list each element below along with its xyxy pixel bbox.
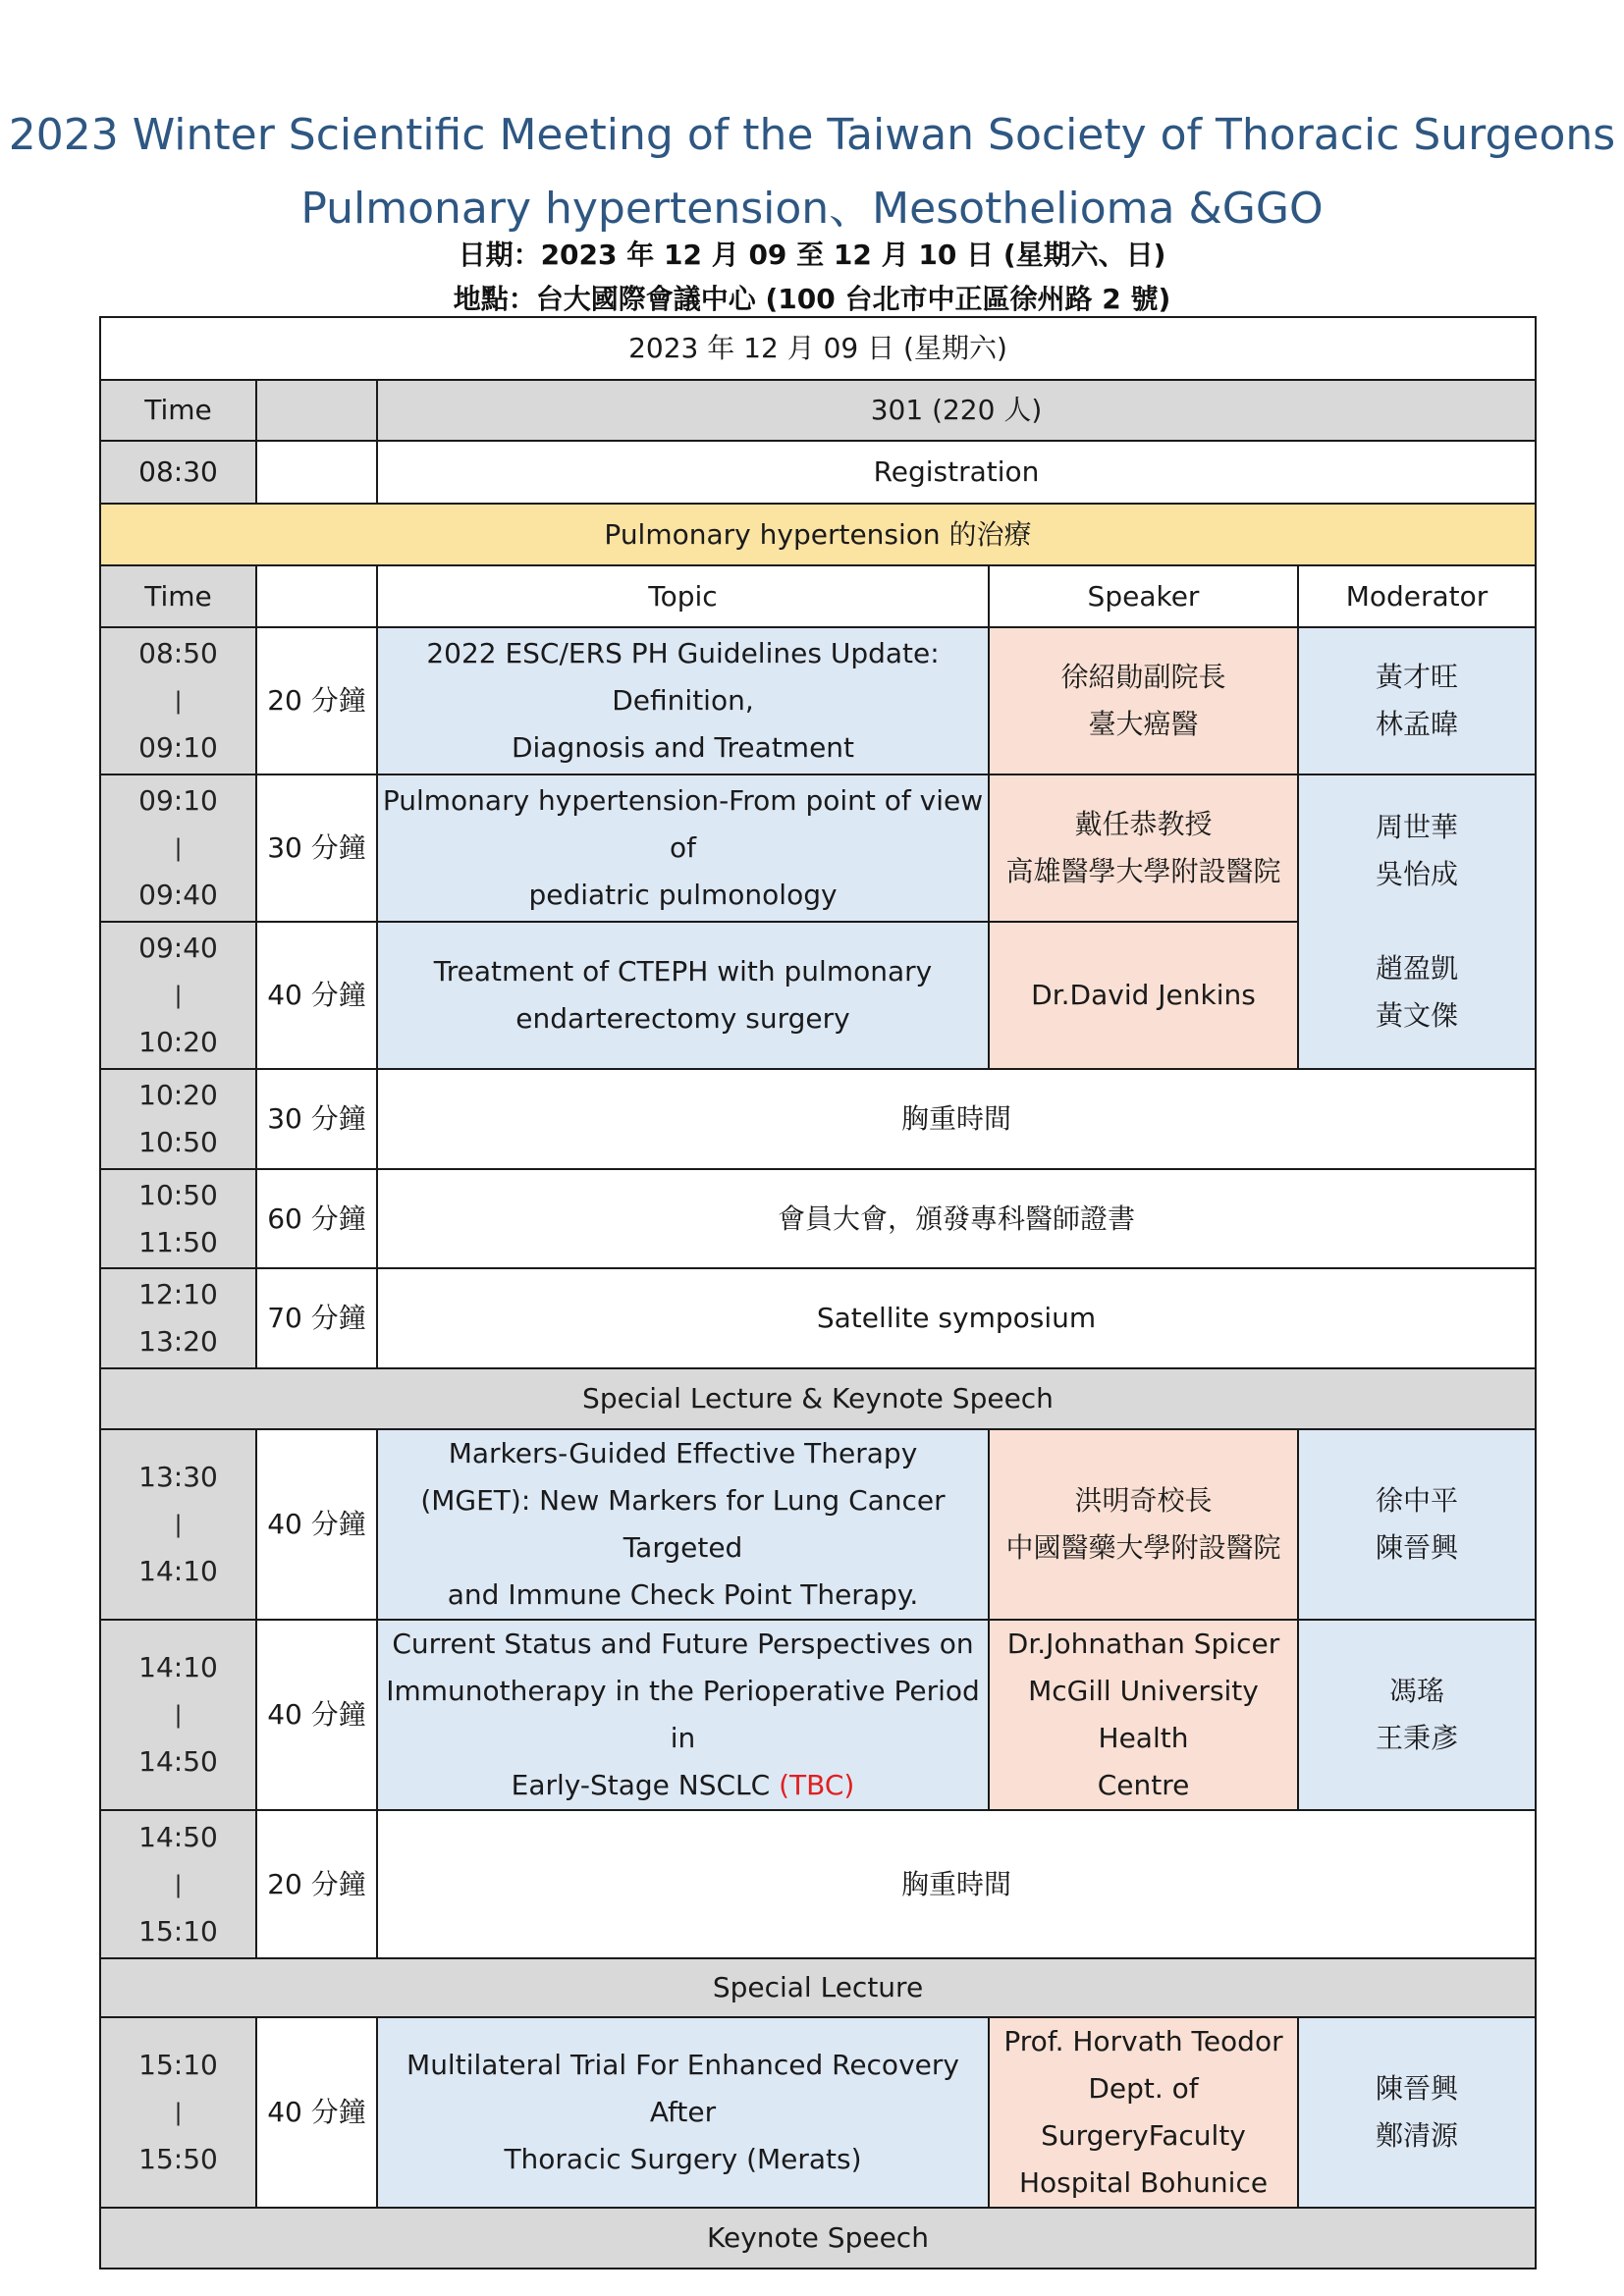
duration: 20 分鐘 [256, 627, 377, 774]
time-header: Time [100, 380, 256, 441]
duration: 60 分鐘 [256, 1169, 377, 1268]
moderator: 馮瑤 王秉彥 [1298, 1620, 1536, 1810]
registration-time: 08:30 [100, 441, 256, 504]
time-range: 14:50 | 15:10 [100, 1810, 256, 1958]
time-range: 08:50 | 09:10 [100, 627, 256, 774]
time-range: 09:10 | 09:40 [100, 774, 256, 922]
speaker: Dr.Johnathan Spicer McGill University Health Centre [989, 1620, 1298, 1810]
topic: Treatment of CTEPH with pulmonary endarterectomy surgery [377, 922, 989, 1069]
topic: 2022 ESC/ERS PH Guidelines Update: Definition, Diagnosis and Treatment [377, 627, 989, 774]
duration: 20 分鐘 [256, 1810, 377, 1958]
topic: Markers-Guided Effective Therapy (MGET): New Markers for Lung Cancer Targeted and Immune Check Point Therapy. [377, 1429, 989, 1620]
speaker: 洪明奇校長 中國醫藥大學附設醫院 [989, 1429, 1298, 1620]
time-range: 12:10 13:20 [100, 1268, 256, 1368]
col-time-header: Time [100, 565, 256, 627]
date-header: 2023 年 12 月 09 日 (星期六) [100, 317, 1536, 380]
table-row [100, 2017, 1536, 2208]
session-title-keynote-speech: Keynote Speech [100, 2208, 1536, 2269]
col-moderator-header: Moderator [1298, 565, 1536, 627]
speaker: Prof. Horvath Teodor Dept. of SurgeryFaculty Hospital Bohunice [989, 2017, 1298, 2208]
blank-header [256, 380, 377, 441]
break-label: 胸重時間 [377, 1810, 1536, 1958]
table-row [100, 1169, 1536, 1268]
table-row [100, 627, 1536, 774]
col-blank-header [256, 565, 377, 627]
break-label: 胸重時間 [377, 1069, 1536, 1169]
duration: 40 分鐘 [256, 2017, 377, 2208]
duration: 70 分鐘 [256, 1268, 377, 1368]
registration-label: Registration [377, 441, 1536, 504]
col-topic-header: Topic [377, 565, 989, 627]
tbc-note: (TBC) [779, 1769, 855, 1801]
satellite-label: Satellite symposium [377, 1268, 1536, 1368]
duration: 30 分鐘 [256, 1069, 377, 1169]
duration: 40 分鐘 [256, 922, 377, 1069]
moderator: 周世華 吳怡成 趙盈凱 黃文傑 [1298, 774, 1536, 1069]
table-row [100, 774, 1536, 922]
moderator: 陳晉興 鄭清源 [1298, 2017, 1536, 2208]
speaker: 戴任恭教授 高雄醫學大學附設醫院 [989, 774, 1298, 922]
meeting-label: 會員大會，頒發專科醫師證書 [377, 1169, 1536, 1268]
speaker: Dr.David Jenkins [989, 922, 1298, 1069]
col-speaker-header: Speaker [989, 565, 1298, 627]
table-row [100, 1429, 1536, 1620]
date-line: 日期：2023 年 12 月 09 至 12 月 10 日 (星期六、日) [458, 239, 1166, 271]
time-range: 13:30 | 14:10 [100, 1429, 256, 1620]
schedule-table [99, 316, 1537, 2269]
session-title-ph: Pulmonary hypertension 的治療 [100, 504, 1536, 565]
table-row [100, 1069, 1536, 1169]
registration-blank [256, 441, 377, 504]
table-row [100, 1620, 1536, 1810]
topic: Multilateral Trial For Enhanced Recovery After Thoracic Surgery (Merats) [377, 2017, 989, 2208]
duration: 40 分鐘 [256, 1429, 377, 1620]
session-title-keynote: Special Lecture & Keynote Speech [100, 1368, 1536, 1429]
table-row [100, 1268, 1536, 1368]
room-header: 301 (220 人) [377, 380, 1536, 441]
speaker: 徐紹勛副院長 臺大癌醫 [989, 627, 1298, 774]
moderator: 徐中平 陳晉興 [1298, 1429, 1536, 1620]
time-range: 15:10 | 15:50 [100, 2017, 256, 2208]
title-line-2: Pulmonary hypertension、Mesothelioma &GGO [300, 184, 1324, 234]
topic: Pulmonary hypertension-From point of view of pediatric pulmonology [377, 774, 989, 922]
time-range: 09:40 | 10:20 [100, 922, 256, 1069]
venue-line: 地點：台大國際會議中心 (100 台北市中正區徐州路 2 號) [453, 283, 1171, 315]
table-row [100, 1810, 1536, 1958]
moderator: 黃才旺 林孟暐 [1298, 627, 1536, 774]
time-range: 14:10 | 14:50 [100, 1620, 256, 1810]
duration: 40 分鐘 [256, 1620, 377, 1810]
title-line-1: 2023 Winter Scientific Meeting of the Taiwan Society of Thoracic Surgeons [8, 110, 1616, 160]
time-range: 10:50 11:50 [100, 1169, 256, 1268]
time-range: 10:20 10:50 [100, 1069, 256, 1169]
session-title-special: Special Lecture [100, 1958, 1536, 2017]
duration: 30 分鐘 [256, 774, 377, 922]
topic: Current Status and Future Perspectives on Immunotherapy in the Perioperative Period in Early-Stage NSCLC (TBC) [377, 1620, 989, 1810]
